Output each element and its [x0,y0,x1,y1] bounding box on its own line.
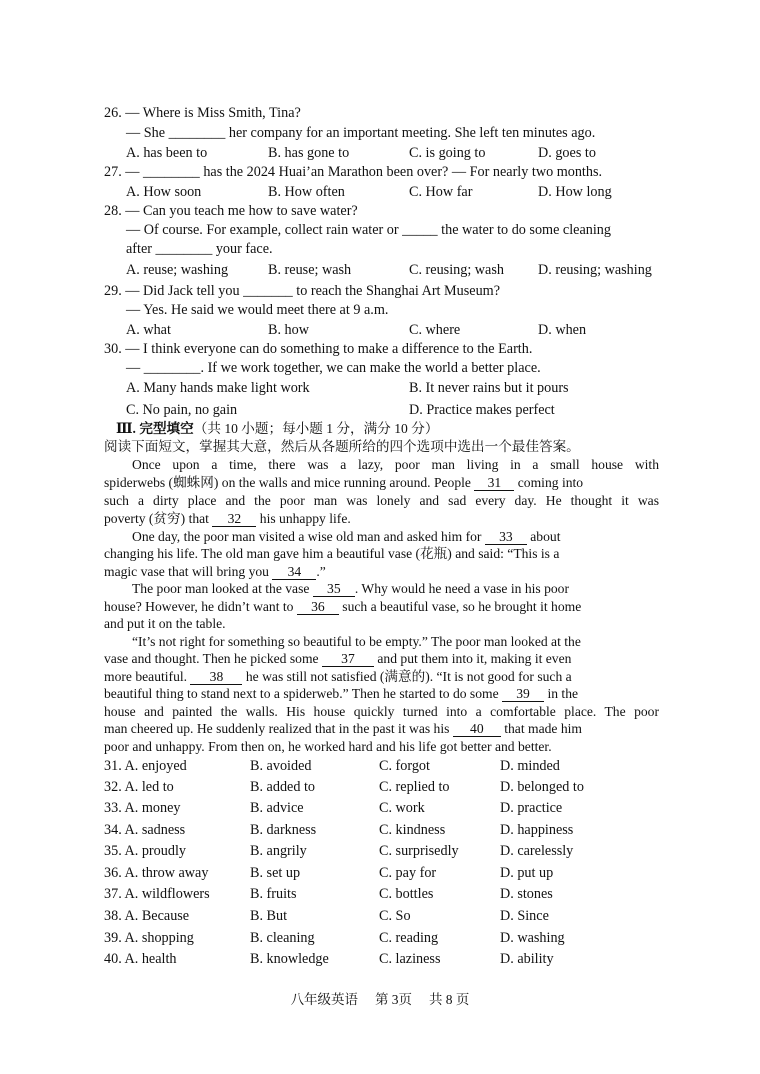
cloze-option-text: A. throw away [124,865,209,881]
cloze-option-text: A. money [124,800,181,816]
blank-34: 34 [272,564,316,580]
cloze-number: 38. [104,908,122,924]
passage-line: poor and unhappy. From then on, he worked hard and his life got better and better. [104,739,552,754]
cloze-option-a [104,821,185,839]
option-d: D. when [538,322,587,338]
option-d: D. reusing; washing [538,262,652,278]
cloze-option-a [104,842,186,860]
passage-line: such a dirty place and the poor man was lonely and sad every day. He thought it was [104,493,659,508]
question-number: 29. [104,283,122,299]
question-26 [104,104,301,122]
cloze-option-a [104,929,194,947]
passage-line: house and painted the walls. His house quickly turned into a comfortable place. The poor [104,704,659,719]
passage-line: changing his life. The old man gave him a beautiful vase (花瓶) and said: “This is a [104,546,560,561]
cloze-option-b: B. set up [250,865,301,881]
question-stem: — I think everyone can do something to make a difference to the Earth. [125,341,533,357]
cloze-option-c: C. replied to [379,779,450,795]
cloze-option-c: C. work [379,800,425,816]
option-c: C. where [409,322,461,338]
option-b: B. reuse; wash [268,262,352,278]
cloze-option-b: B. avoided [250,758,312,774]
footer-subject: 八年级英语 [290,992,359,1007]
question-stem: — Did Jack tell you _______ to reach the Shanghai Art Museum? [125,283,500,299]
passage-line: poverty (贫穷) that 32 his unhappy life. [104,511,351,526]
page-footer [0,988,760,1008]
cloze-option-text: A. Because [124,908,190,924]
option-d: D. goes to [538,145,596,161]
question-29 [104,282,500,300]
section-score-note: （共 10 小题；每小题 1 分，满分 10 分） [193,421,439,436]
cloze-option-d: D. belonged to [500,779,584,795]
option-c: C. How far [409,184,473,200]
cloze-option-b: B. fruits [250,886,297,902]
passage-line: spiderwebs (蜘蛛网) on the walls and mice running around. People 31 coming into [104,475,584,490]
question-line: — Yes. He said we would meet there at 9 a.m. [126,302,389,318]
cloze-option-text: A. sadness [124,822,186,838]
cloze-option-c: C. surprisedly [379,843,459,859]
question-line: — Of course. For example, collect rain water or _____ the water to do some cleaning [126,222,611,238]
cloze-number: 35. [104,843,122,859]
question-stem: — ________ has the 2024 Huai’an Marathon been over? — For nearly two months. [125,164,603,180]
cloze-option-d: D. carelessly [500,843,574,859]
cloze-option-a [104,757,187,775]
blank-31: 31 [474,475,514,491]
cloze-option-c: C. kindness [379,822,446,838]
cloze-option-c: C. forgot [379,758,430,774]
cloze-number: 34. [104,822,122,838]
cloze-option-d: D. practice [500,800,563,816]
option-a: A. reuse; washing [126,262,229,278]
passage-line: house? However, he didn’t want to 36 such a beautiful vase, so he brought it home [104,599,582,614]
cloze-option-a [104,885,210,903]
question-line: after ________ your face. [126,241,273,257]
option-b: B. How often [268,184,345,200]
question-27 [104,163,602,181]
question-number: 27. [104,164,122,180]
passage-line: “It’s not right for something so beautiful to be empty.” The poor man looked at the [132,634,581,649]
cloze-option-text: A. wildflowers [124,886,210,902]
section-title: Ⅲ. 完型填空 [116,421,194,436]
section-instruction: 阅读下面短文，掌握其大意，然后从各题所给的四个选项中选出一个最佳答案。 [104,439,580,454]
passage-line: One day, the poor man visited a wise old man and asked him for 33 about [132,529,561,544]
question-28 [104,202,358,220]
passage-line: and put it on the table. [104,616,226,631]
option-a: A. has been to [126,145,208,161]
section-heading [116,420,438,438]
cloze-option-c: C. So [379,908,411,924]
passage-line: vase and thought. Then he picked some 37 and put them into it, making it even [104,651,572,666]
option-b: B. It never rains but it pours [409,380,569,396]
cloze-option-b: B. added to [250,779,316,795]
cloze-option-text: A. health [124,951,177,967]
cloze-option-b: B. angrily [250,843,307,859]
cloze-number: 32. [104,779,122,795]
passage-line: more beautiful. 38 he was still not satisfied (满意的). “It is not good for such a [104,669,572,684]
cloze-option-d: D. happiness [500,822,574,838]
blank-32: 32 [212,511,256,527]
question-number: 30. [104,341,122,357]
cloze-option-text: A. enjoyed [124,758,187,774]
footer-page: 第 3页 [374,992,413,1007]
blank-40: 40 [453,721,501,737]
option-c: C. reusing; wash [409,262,504,278]
option-a: A. what [126,322,171,338]
cloze-option-b: B. knowledge [250,951,329,967]
passage-line: The poor man looked at the vase 35 . Why would he need a vase in his poor [132,581,570,596]
cloze-option-d: D. put up [500,865,554,881]
question-30 [104,340,532,358]
cloze-option-c: C. pay for [379,865,437,881]
question-line: — ________. If we work together, we can make the world a better place. [126,360,541,376]
blank-39: 39 [502,686,544,702]
cloze-option-d: D. stones [500,886,553,902]
cloze-option-a [104,864,208,882]
passage-line: man cheered up. He suddenly realized that in the past it was his 40 that made him [104,721,582,736]
passage-line: magic vase that will bring you 34 .” [104,564,326,579]
cloze-option-d: D. ability [500,951,554,967]
cloze-option-d: D. minded [500,758,560,774]
blank-38: 38 [190,669,242,685]
cloze-option-b: B. advice [250,800,304,816]
cloze-option-c: C. laziness [379,951,441,967]
cloze-number: 36. [104,865,122,881]
cloze-number: 40. [104,951,122,967]
option-d: D. Practice makes perfect [409,402,555,418]
option-c: C. is going to [409,145,486,161]
blank-36: 36 [297,599,339,615]
option-c: C. No pain, no gain [126,402,238,418]
cloze-option-b: B. darkness [250,822,317,838]
question-number: 26. [104,105,122,121]
cloze-option-a [104,799,180,817]
cloze-option-c: C. bottles [379,886,434,902]
blank-37: 37 [322,651,374,667]
question-stem: — Where is Miss Smith, Tina? [125,105,301,121]
question-stem: — Can you teach me how to save water? [125,203,358,219]
cloze-option-a [104,778,174,796]
blank-33: 33 [485,529,527,545]
cloze-number: 39. [104,930,122,946]
blank-35: 35 [313,581,355,597]
option-b: B. how [268,322,309,338]
cloze-number: 31. [104,758,122,774]
footer-total: 共 8 页 [428,992,470,1007]
cloze-option-text: A. proudly [124,843,186,859]
passage-line: Once upon a time, there was a lazy, poor man living in a small house with [132,457,659,472]
cloze-option-d: D. washing [500,930,565,946]
cloze-option-b: B. But [250,908,288,924]
cloze-number: 37. [104,886,122,902]
question-number: 28. [104,203,122,219]
cloze-option-c: C. reading [379,930,439,946]
option-a: A. How soon [126,184,202,200]
cloze-option-b: B. cleaning [250,930,315,946]
option-a: A. Many hands make light work [126,380,310,396]
cloze-option-text: A. led to [124,779,174,795]
cloze-option-a [104,950,177,968]
question-line: — She ________ her company for an important meeting. She left ten minutes ago. [126,125,596,141]
option-d: D. How long [538,184,612,200]
option-b: B. has gone to [268,145,350,161]
passage-line: beautiful thing to stand next to a spiderweb.” Then he started to do some 39 in the [104,686,579,701]
cloze-option-d: D. Since [500,908,549,924]
cloze-number: 33. [104,800,122,816]
cloze-option-text: A. shopping [124,930,194,946]
cloze-option-a [104,907,189,925]
